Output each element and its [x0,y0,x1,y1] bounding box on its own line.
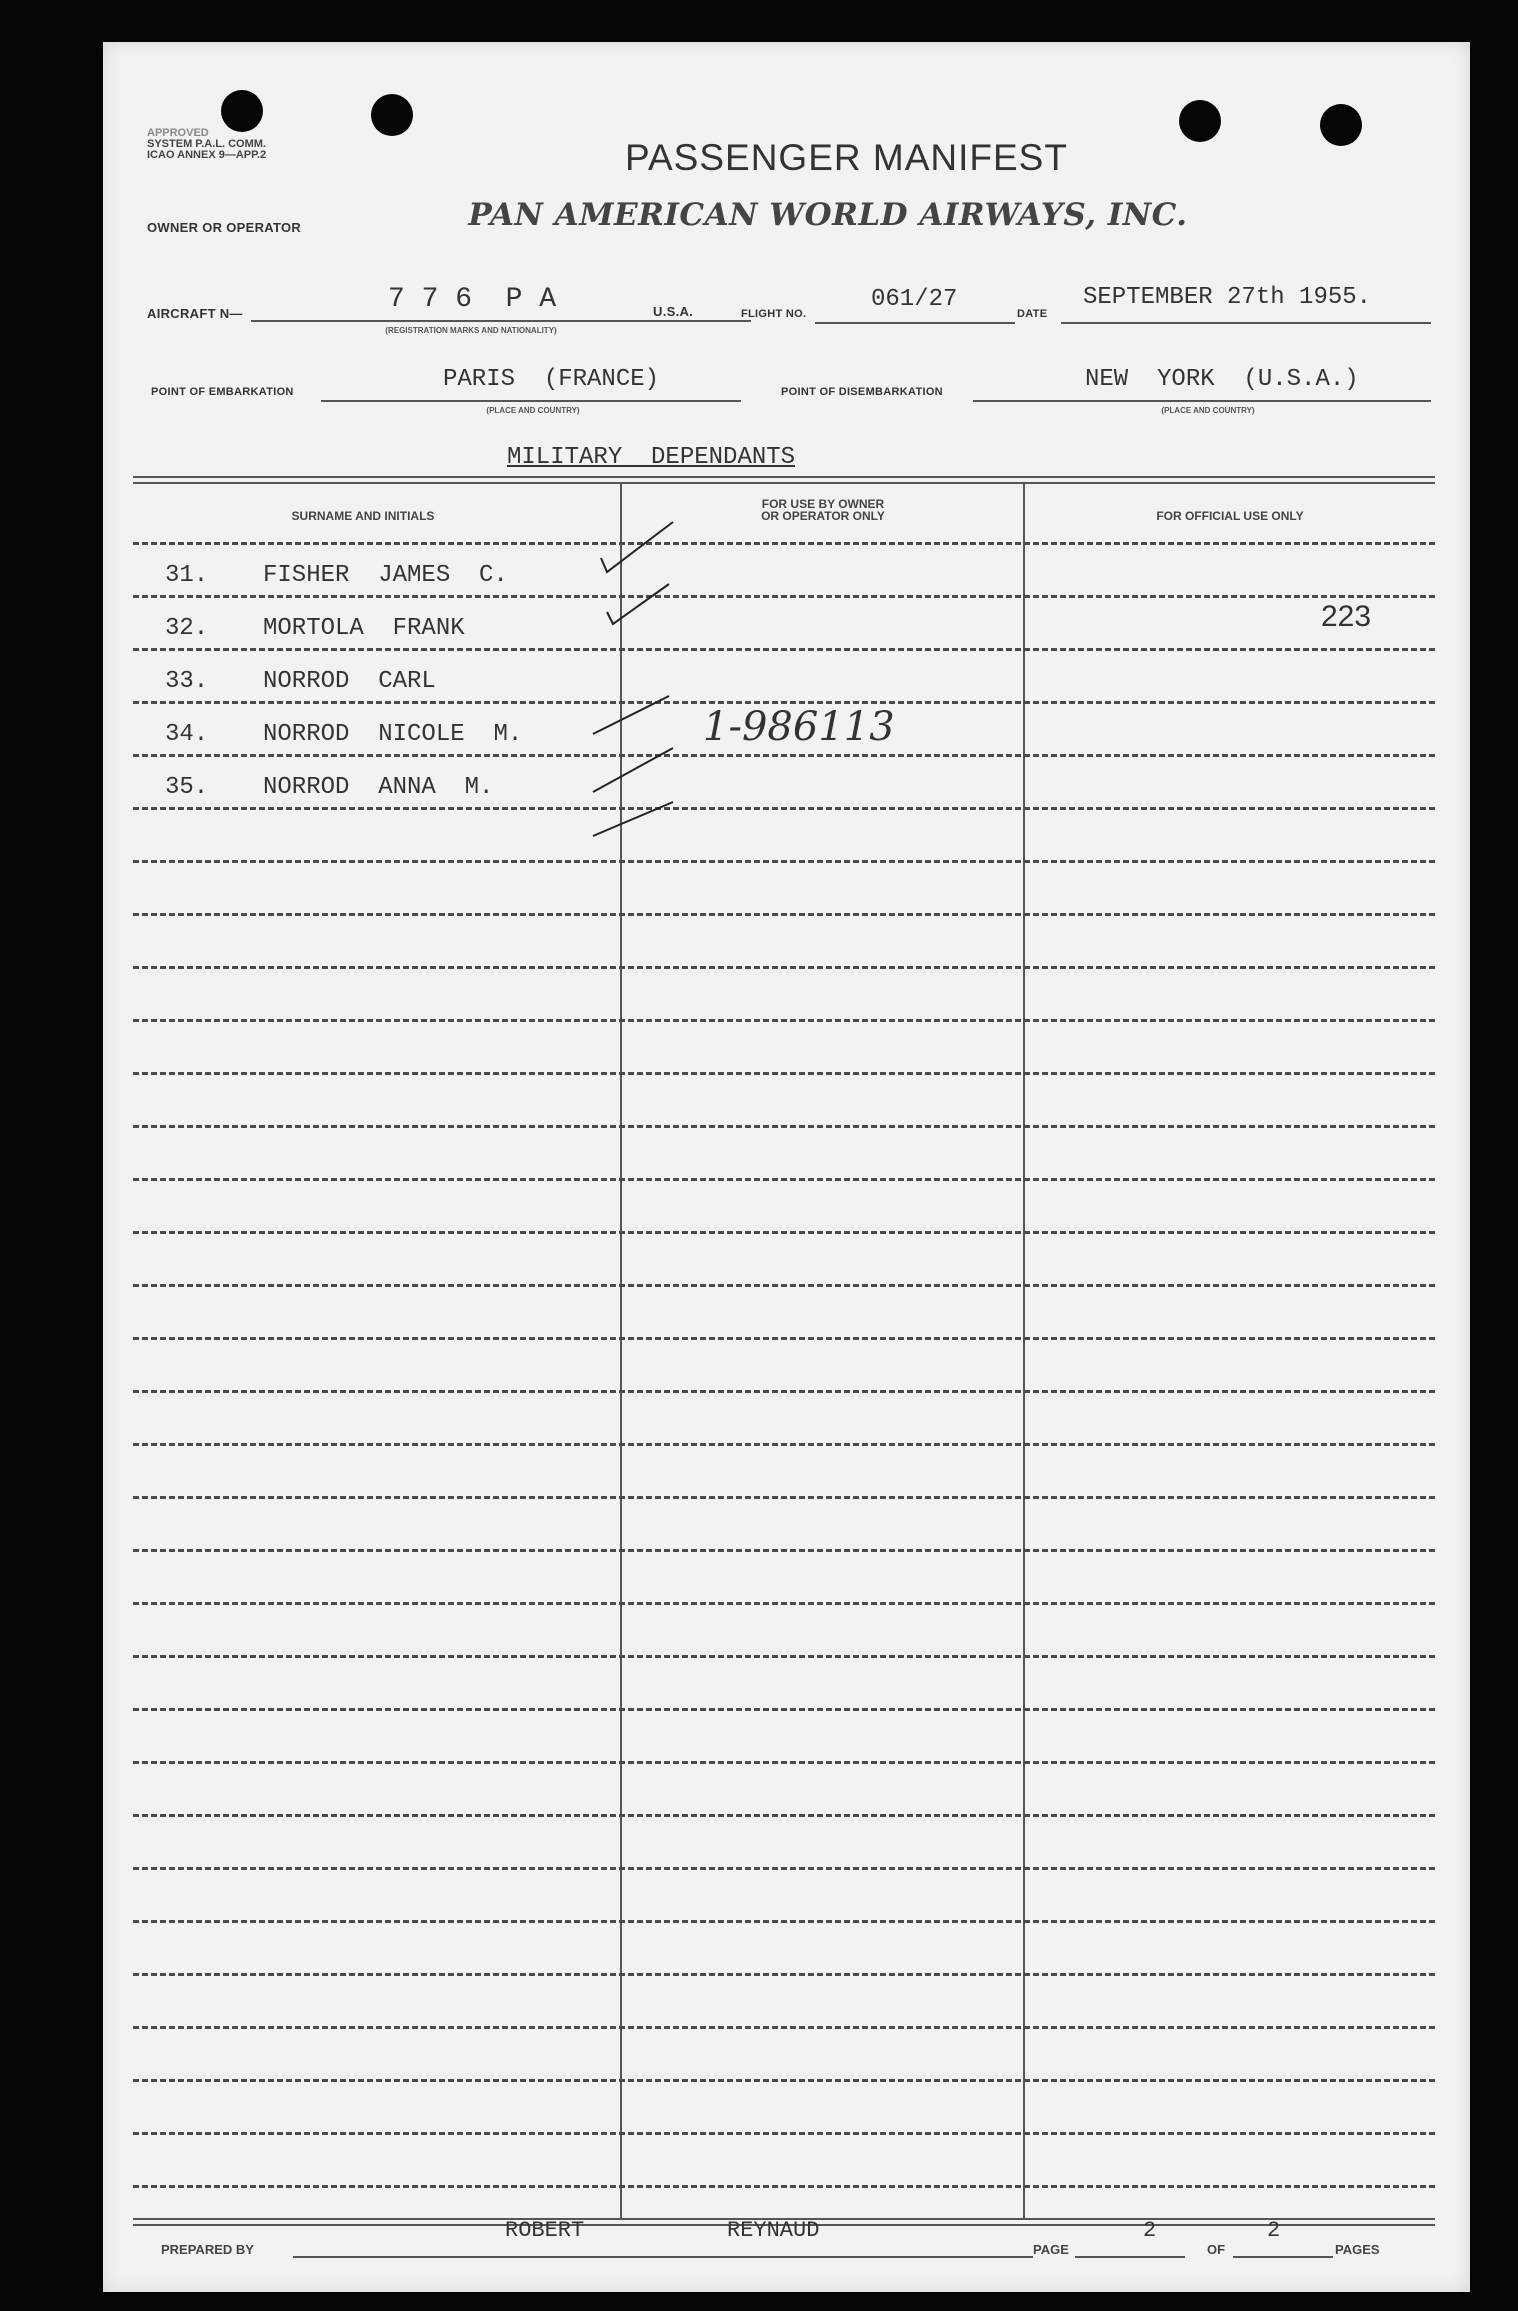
column-header-operator-line: FOR USE BY OWNER [761,497,885,511]
passenger-category: MILITARY DEPENDANTS [507,444,796,471]
check-mark [607,584,669,624]
ruled-line [133,1178,1435,1181]
check-mark [593,802,673,836]
ruled-line [133,1337,1435,1340]
page-number: 2 [1143,2218,1157,2243]
ruled-line [133,1973,1435,1976]
check-mark [593,748,673,792]
ruled-line [133,966,1435,969]
passenger-name: NORROD CARL [263,668,436,695]
row-number: 34. [165,721,209,748]
ruled-line [133,1920,1435,1923]
embarkation-caption: (PLACE AND COUNTRY) [486,406,580,415]
embarkation-label: POINT OF EMBARKATION [151,386,294,398]
ruled-line [133,1655,1435,1658]
ruled-line [133,1443,1435,1446]
date-value: SEPTEMBER 27th 1955. [1083,284,1372,311]
ruled-line [133,807,1435,810]
ruled-line [133,2132,1435,2135]
ruled-line [133,1072,1435,1075]
approval-line: SYSTEM P.A.L. COMM. [147,138,266,150]
row-number: 35. [165,774,209,801]
passenger-name: MORTOLA FRANK [263,615,465,642]
column-header-operator-line: OR OPERATOR ONLY [761,509,885,523]
column-header-official: FOR OFFICIAL USE ONLY [1156,509,1304,523]
ruled-line [133,1602,1435,1605]
of-label: OF [1207,2242,1226,2257]
registration-caption: (REGISTRATION MARKS AND NATIONALITY) [385,326,557,335]
column-divider [1023,482,1025,2218]
embarkation-value: PARIS (FRANCE) [443,366,660,393]
ruled-line [133,1496,1435,1499]
operator-note: 1-986113 [703,704,895,750]
passenger-name: FISHER JAMES C. [263,562,508,589]
ruled-line [133,860,1435,863]
row-number: 31. [165,562,209,589]
owner-label: OWNER OR OPERATOR [147,220,302,235]
ruled-line [133,1761,1435,1764]
check-mark [593,696,669,734]
ruled-line [133,595,1435,598]
official-note: 223 [1321,600,1372,633]
disembarkation-caption: (PLACE AND COUNTRY) [1161,406,1255,415]
ruled-line [133,754,1435,757]
aircraft-value: 7 7 6 P A [388,284,557,315]
ruled-line [133,648,1435,651]
ruled-line [133,2026,1435,2029]
row-number: 32. [165,615,209,642]
ruled-line [133,2079,1435,2082]
ruled-line [133,1284,1435,1287]
punch-hole [1179,100,1221,142]
flight-label: FLIGHT NO. [741,308,807,320]
ruled-line [133,1708,1435,1711]
punch-hole [371,94,413,136]
approval-line: ICAO ANNEX 9—APP.2 [147,149,267,161]
disembarkation-label: POINT OF DISEMBARKATION [781,386,943,398]
prepared-by-first: ROBERT [505,2218,585,2243]
check-marks [583,502,703,862]
ruled-line [133,1814,1435,1817]
usa-label: U.S.A. [653,304,694,319]
ruled-line [133,1867,1435,1870]
ruled-line [133,1231,1435,1234]
column-header-name: SURNAME AND INITIALS [291,509,435,523]
aircraft-label: AIRCRAFT N— [147,306,243,321]
ruled-line [133,2185,1435,2188]
prepared-by-label: PREPARED BY [161,2242,254,2257]
punch-hole [221,90,263,132]
ruled-line [133,913,1435,916]
operator-name: PAN AMERICAN WORLD AIRWAYS, INC. [468,197,1188,233]
manifest-sheet [103,42,1470,2292]
ruled-line [133,1019,1435,1022]
row-number: 33. [165,668,209,695]
ruled-line [133,1125,1435,1128]
page-total: 2 [1267,2218,1281,2243]
flight-value: 061/27 [871,286,958,313]
ruled-line [133,1390,1435,1393]
page-title: PASSENGER MANIFEST [625,137,1068,178]
pages-label: PAGES [1335,2242,1380,2257]
passenger-name: NORROD NICOLE M. [263,721,523,748]
ruled-line [133,542,1435,545]
date-label: DATE [1017,308,1048,320]
prepared-by-last: REYNAUD [727,2218,820,2243]
disembarkation-value: NEW YORK (U.S.A.) [1085,366,1359,393]
passenger-name: NORROD ANNA M. [263,774,494,801]
check-mark [601,522,673,572]
ruled-line [133,1549,1435,1552]
page-label: PAGE [1033,2242,1069,2257]
approval-line: APPROVED [147,127,209,139]
